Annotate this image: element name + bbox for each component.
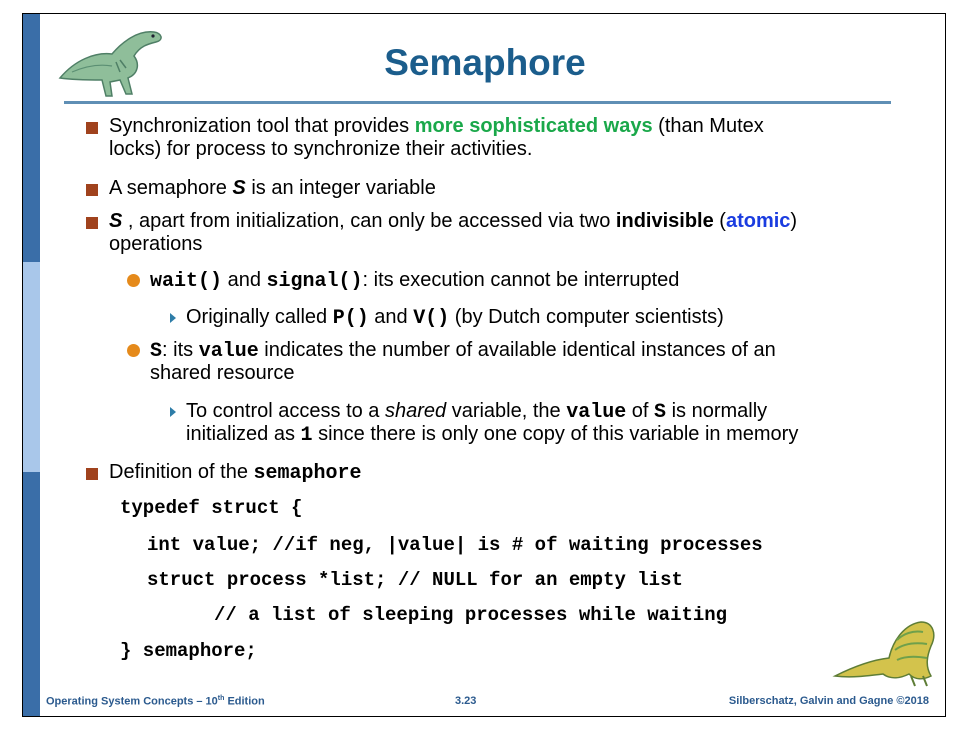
bullet-text: A semaphore S is an integer variable [109,177,436,199]
bullet-square [86,122,98,134]
dinosaur-icon [831,610,941,690]
sub-sub-bullet-text: To control access to a shared variable, the value of S is normally [186,400,768,424]
footer-left: Operating System Concepts – 10th Edition [46,695,265,708]
code-line: typedef struct { [120,497,303,519]
code-line: // a list of sleeping processes while waiting [214,604,728,626]
bullet-square [86,184,98,196]
sub-bullet-text: wait() and signal(): its execution cannot be interrupted [150,269,680,293]
sub-sub-bullet-text: initialized as 1 since there is only one copy of this variable in memory [186,423,799,447]
code-line: int value; //if neg, |value| is # of waiting processes [147,534,763,556]
slide [22,13,946,717]
sub-bullet-text: S: its value indicates the number of available identical instances of an [150,339,776,363]
bullet-text: Definition of the semaphore [109,461,362,485]
sub-bullet-dot [127,274,140,287]
bullet-text: locks) for process to synchronize their activities. [109,138,533,160]
triangle-bullet-icon [170,313,176,323]
side-bar-highlight [23,262,40,472]
sub-bullet-text: shared resource [150,362,295,384]
sub-bullet-dot [127,344,140,357]
bullet-square [86,217,98,229]
bullet-text: S , apart from initialization, can only be accessed via two indivisible (atomic) [109,210,798,232]
code-line: } semaphore; [120,640,257,662]
title-divider [64,101,891,104]
bullet-text: Synchronization tool that provides more sophisticated ways (than Mutex [109,115,764,137]
triangle-bullet-icon [170,407,176,417]
sub-sub-bullet-text: Originally called P() and V() (by Dutch computer scientists) [186,306,724,330]
footer-page-number: 3.23 [455,695,477,707]
bullet-text: operations [109,233,203,255]
page-title: Semaphore [384,42,586,83]
footer-right: Silberschatz, Galvin and Gagne ©2018 [728,695,929,707]
bullet-square [86,468,98,480]
code-line: struct process *list; // NULL for an empty list [147,569,683,591]
